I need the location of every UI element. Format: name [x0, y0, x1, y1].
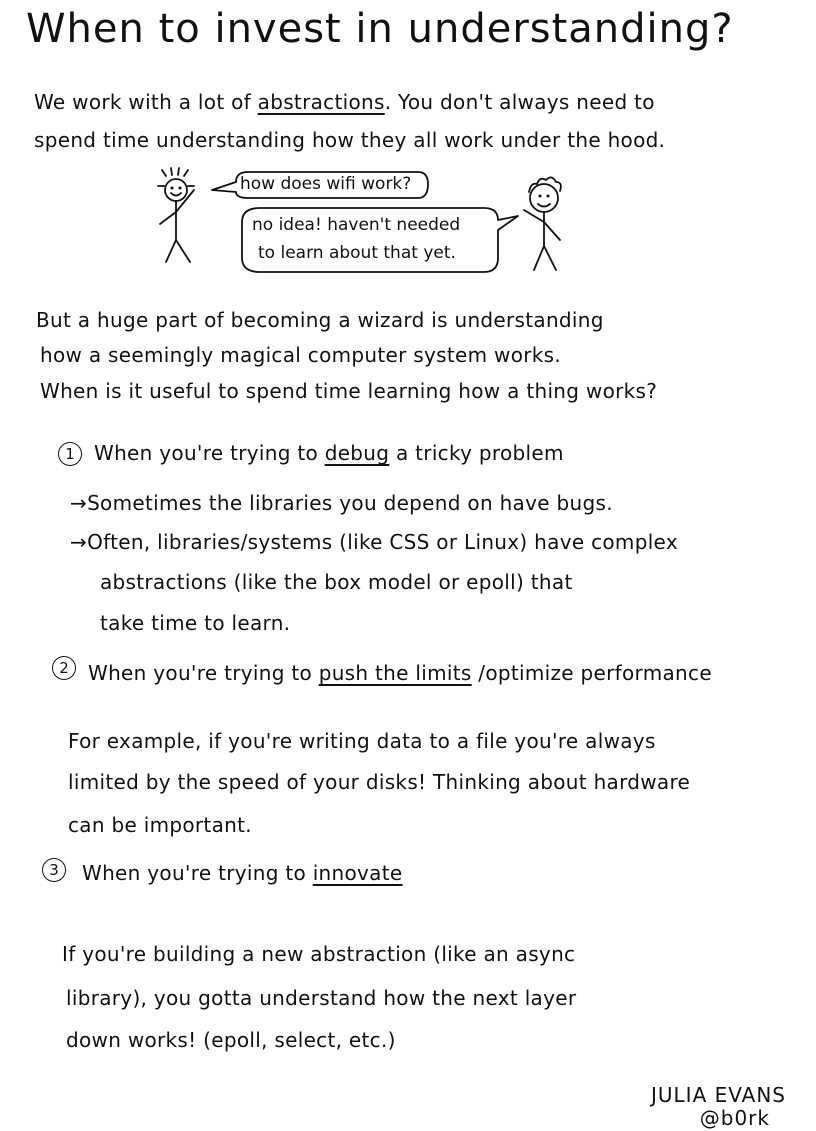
- point-1-bullet-2: [70, 530, 678, 554]
- point-2-number: 2: [52, 656, 76, 680]
- point-1-bullet-1-text: Sometimes the libraries you depend on have bugs.: [87, 491, 613, 515]
- point-1-bullet-1: [70, 491, 613, 515]
- point-2-line-3: can be important.: [68, 813, 252, 837]
- point-1-number: 1: [58, 442, 82, 466]
- point-3-number: 3: [42, 858, 66, 882]
- point-2-heading-pre: When you're trying to: [88, 661, 319, 685]
- point-1-heading-pre: When you're trying to: [94, 441, 325, 465]
- point-3-line-3: down works! (epoll, select, etc.): [66, 1028, 396, 1052]
- answer-bubble-line-1: no idea! haven't needed: [252, 215, 461, 235]
- point-3-heading-pre: When you're trying to: [82, 861, 313, 885]
- point-3-line-2: library), you gotta understand how the next layer: [66, 986, 577, 1010]
- wizard-line-2: how a seemingly magical computer system works.: [40, 343, 562, 367]
- left-stick-figure: [158, 168, 194, 262]
- point-3-line-1: If you're building a new abstraction (like an async: [62, 942, 576, 966]
- answer-bubble-line-2: to learn about that yet.: [258, 243, 456, 263]
- push-the-limits-underlined: push the limits: [318, 661, 472, 685]
- intro-line-2: spend time understanding how they all work under the hood.: [34, 128, 666, 152]
- point-3-heading: [82, 861, 403, 885]
- signature-name: JULIA EVANS: [651, 1083, 786, 1107]
- point-1-bullet-2-line-2: abstractions (like the box model or epoll) that: [100, 570, 573, 594]
- wizard-line-3: When is it useful to spend time learning how a thing works?: [40, 379, 658, 403]
- point-1-heading-post: a tricky problem: [389, 441, 564, 465]
- debug-underlined: debug: [324, 441, 390, 465]
- abstractions-underlined: abstractions: [257, 90, 385, 114]
- point-1-bullet-2-text: Often, libraries/systems (like CSS or Linux) have complex: [87, 530, 678, 554]
- right-stick-figure: [524, 177, 561, 270]
- point-2-heading-post: /optimize performance: [471, 661, 712, 685]
- page-title: When to invest in understanding?: [26, 6, 734, 52]
- intro-line-1-pre: We work with a lot of: [34, 90, 258, 114]
- wizard-line-1: But a huge part of becoming a wizard is understanding: [36, 308, 604, 332]
- point-1-bullet-2-line-3: take time to learn.: [100, 611, 291, 635]
- point-2-heading: [88, 661, 712, 685]
- point-2-line-1: For example, if you're writing data to a file you're always: [68, 729, 656, 753]
- point-1-heading: [94, 441, 564, 465]
- innovate-underlined: innovate: [312, 861, 403, 885]
- arrow-icon: →: [70, 491, 88, 515]
- signature-handle: @b0rk: [699, 1106, 770, 1130]
- question-bubble-text: how does wifi work?: [240, 174, 412, 194]
- point-2-line-2: limited by the speed of your disks! Thinking about hardware: [68, 770, 691, 794]
- arrow-icon: →: [70, 530, 88, 554]
- intro-line-1-post: . You don't always need to: [384, 90, 655, 114]
